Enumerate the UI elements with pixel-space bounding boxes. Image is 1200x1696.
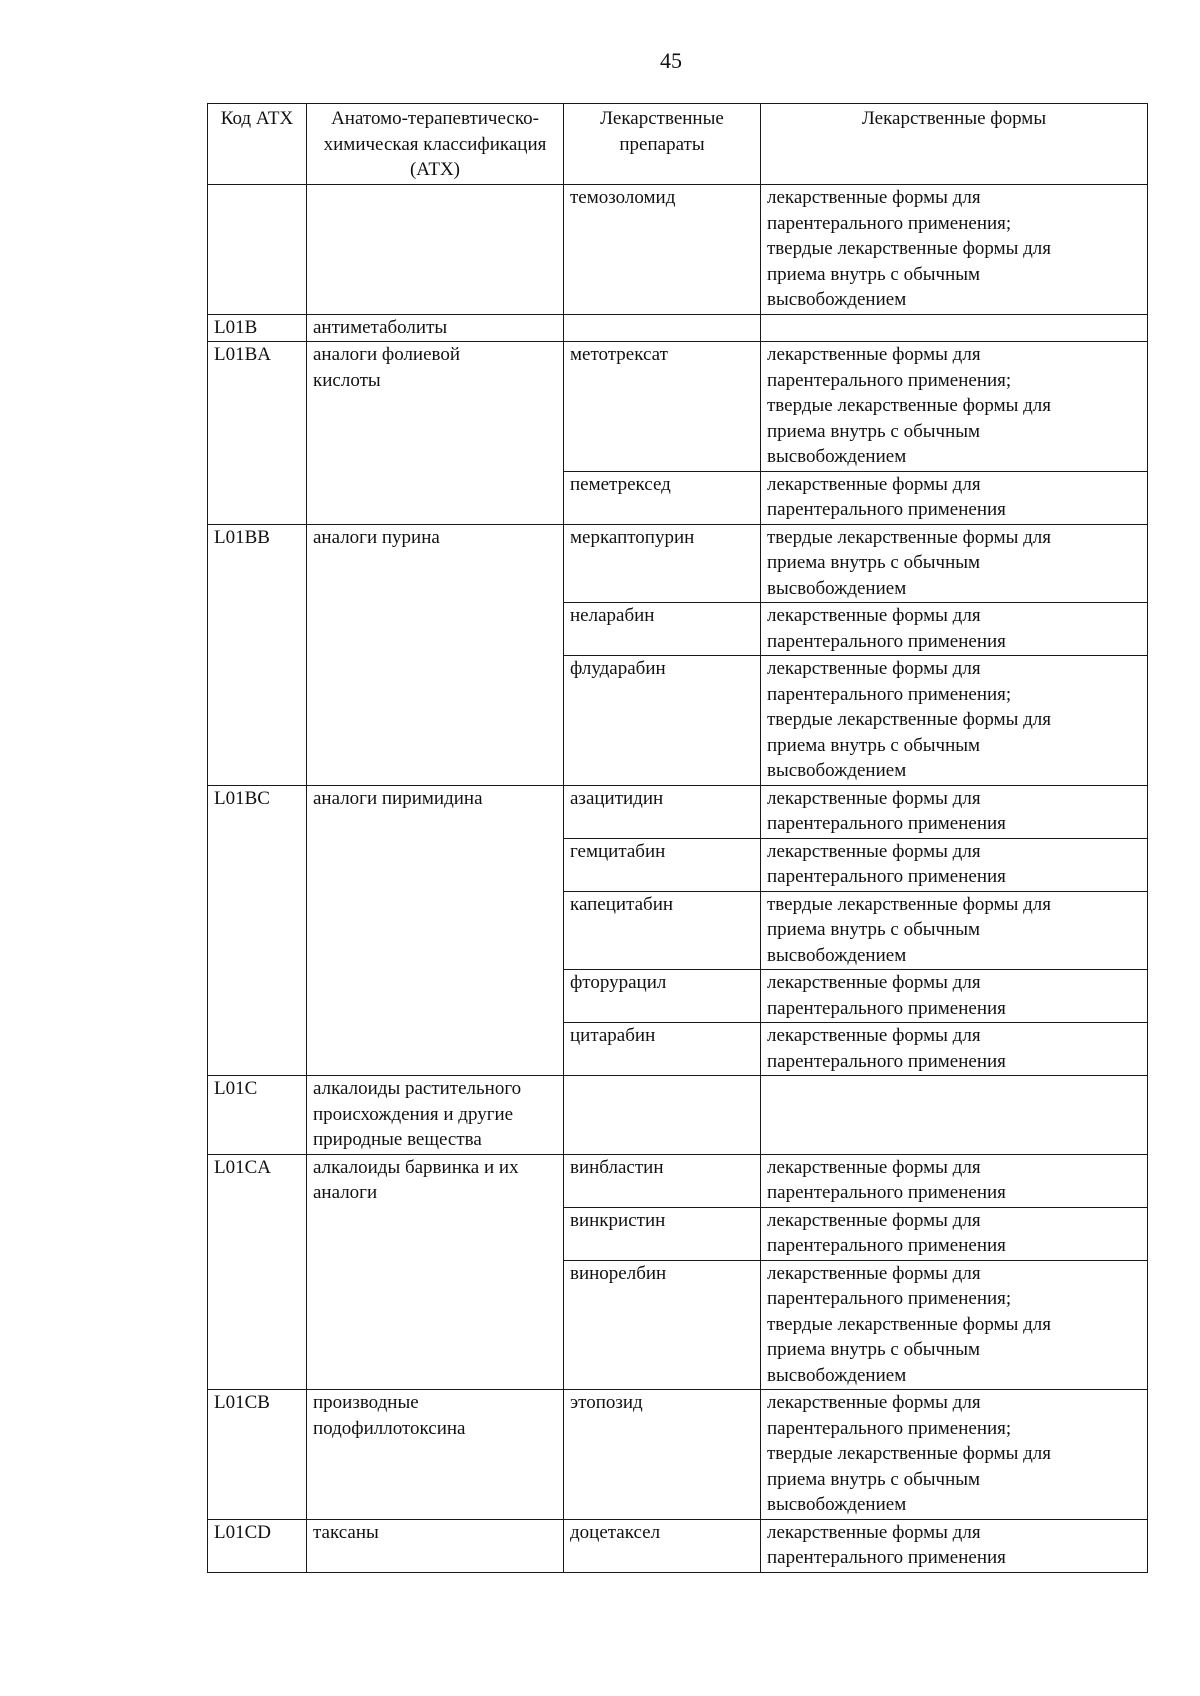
dosage-form-text: лекарственные формы для (767, 187, 981, 208)
atc-code: L01B (214, 316, 258, 338)
dosage-forms-cell (761, 1260, 1148, 1390)
dosage-form-text: парентерального применения; (767, 1417, 1012, 1439)
page-number: 45 (660, 48, 682, 73)
atc-classification-cell (307, 1076, 564, 1155)
dosage-forms-cell (761, 1519, 1148, 1572)
table-body (208, 185, 1148, 1573)
dosage-form-text: твердые лекарственные формы для (767, 709, 1052, 730)
header-text: Анатомо-терапевтическо- (331, 108, 539, 129)
drug-cell (564, 1519, 761, 1572)
drug-cell (564, 1207, 761, 1260)
atc-code: L01BB (214, 526, 270, 548)
drug-name: пеметрексед (570, 473, 671, 495)
dosage-form-text: парентерального применения (767, 1547, 1006, 1568)
atc-classification-text: аналоги пурина (313, 526, 440, 548)
drug-cell (564, 1154, 761, 1207)
dosage-form-text: лекарственные формы для (767, 1392, 981, 1413)
drug-name: фторурацил (570, 972, 667, 993)
dosage-form-text: парентерального применения; (767, 212, 1012, 234)
atc-table (207, 103, 1148, 1573)
table-row (208, 1154, 1148, 1207)
atc-code-cell (208, 1390, 307, 1520)
dosage-form-text: приема внутрь с обычным (767, 1339, 981, 1360)
drug-cell (564, 1390, 761, 1520)
drug-cell (564, 1023, 761, 1076)
atc-code: L01BA (214, 344, 271, 365)
dosage-form-text: парентерального применения; (767, 1288, 1012, 1309)
atc-classification-text: природные вещества (313, 1129, 482, 1150)
dosage-form-text: твердые лекарственные формы для (767, 395, 1052, 416)
atc-classification-text: аналоги пиримидина (313, 787, 483, 809)
dosage-form-text: высвобождением (767, 760, 907, 781)
dosage-forms-cell (761, 524, 1148, 603)
atc-classification-text: алкалоиды растительного (313, 1078, 522, 1099)
drug-name: капецитабин (570, 893, 674, 915)
dosage-forms-cell (761, 1023, 1148, 1076)
atc-code: L01CD (214, 1521, 271, 1543)
dosage-form-text: высвобождением (767, 446, 907, 467)
dosage-form-text: приема внутрь с обычным (767, 420, 981, 442)
header-atc-classification (307, 104, 564, 185)
dosage-form-text: парентерального применения (767, 997, 1006, 1019)
atc-classification-cell (307, 1519, 564, 1572)
dosage-form-text: парентерального применения (767, 813, 1006, 834)
dosage-form-text: парентерального применения (767, 499, 1006, 520)
drug-name: азацитидин (570, 787, 664, 809)
atc-classification-text: таксаны (313, 1521, 379, 1543)
drug-cell (564, 970, 761, 1023)
dosage-forms-cell (761, 1154, 1148, 1207)
drug-cell (564, 603, 761, 656)
drug-name: меркаптопурин (570, 526, 695, 548)
atc-classification-text: происхождения и другие (313, 1103, 514, 1125)
dosage-forms-cell (761, 1390, 1148, 1520)
atc-code-cell (208, 1519, 307, 1572)
atc-code-cell (208, 314, 307, 342)
header-text: препараты (619, 133, 705, 155)
dosage-form-text: приема внутрь с обычным (767, 1468, 981, 1490)
dosage-forms-cell (761, 185, 1148, 315)
table-row (208, 1076, 1148, 1155)
drug-name: флударабин (570, 658, 666, 679)
dosage-form-text: лекарственные формы для (767, 1025, 981, 1046)
header-text: Код (220, 108, 252, 129)
header-text: Лекарственные (600, 108, 724, 129)
drug-cell (564, 471, 761, 524)
dosage-form-text: приема внутрь с обычным (767, 734, 981, 756)
drug-name: винбластин (570, 1156, 664, 1178)
dosage-form-text: лекарственные формы для (767, 840, 981, 862)
dosage-forms-cell (761, 342, 1148, 472)
dosage-form-text: лекарственные формы для (767, 972, 981, 993)
drug-cell (564, 838, 761, 891)
drug-name: неларабин (570, 605, 655, 626)
atc-classification-text: подофиллотоксина (313, 1417, 466, 1439)
dosage-forms-cell (761, 891, 1148, 970)
table-row (208, 785, 1148, 838)
dosage-form-text: твердые лекарственные формы для (767, 1313, 1052, 1335)
dosage-form-text: лекарственные формы для (767, 1521, 981, 1543)
dosage-form-text: парентерального применения (767, 1050, 1006, 1072)
dosage-form-text: приема внутрь с обычным (767, 263, 981, 285)
dosage-form-text: приема внутрь с обычным (767, 919, 981, 940)
dosage-form-text: высвобождением (767, 1494, 907, 1515)
header-text: химическая (323, 133, 419, 155)
drug-cell (564, 1260, 761, 1390)
drug-cell (564, 342, 761, 472)
atc-classification-cell (307, 1154, 564, 1390)
dosage-form-text: лекарственные формы для (767, 344, 981, 365)
table-row (208, 185, 1148, 315)
drug-cell (564, 1076, 761, 1155)
dosage-form-text: парентерального применения; (767, 369, 1012, 391)
dosage-forms-cell (761, 471, 1148, 524)
dosage-form-text: лекарственные формы для (767, 605, 981, 626)
atc-code-cell (208, 785, 307, 1076)
atc-classification-cell (307, 1390, 564, 1520)
dosage-forms-cell (761, 970, 1148, 1023)
header-text: Лекарственные формы (861, 108, 1047, 129)
drug-name: метотрексат (570, 344, 668, 365)
atc-code-cell (208, 185, 307, 315)
dosage-form-text: лекарственные формы для (767, 1209, 981, 1231)
dosage-form-text: твердые лекарственные формы для (767, 238, 1052, 259)
atc-classification-cell (307, 314, 564, 342)
atc-classification-cell (307, 342, 564, 525)
table-row (208, 524, 1148, 603)
dosage-form-text: парентерального применения; (767, 683, 1012, 705)
drug-cell (564, 314, 761, 342)
dosage-form-text: твердые лекарственные формы для (767, 1443, 1052, 1464)
atc-classification-cell (307, 185, 564, 315)
atc-code: L01CA (214, 1156, 271, 1178)
dosage-forms-cell (761, 838, 1148, 891)
drug-cell (564, 891, 761, 970)
drug-cell (564, 785, 761, 838)
dosage-form-text: лекарственные формы для (767, 658, 981, 679)
dosage-forms-cell (761, 314, 1148, 342)
dosage-forms-cell (761, 785, 1148, 838)
drug-name: винорелбин (570, 1262, 667, 1284)
header-dosage-forms (761, 104, 1148, 185)
atc-classification-text: аналоги (313, 1182, 378, 1203)
drug-name: винкристин (570, 1209, 666, 1231)
drug-cell (564, 524, 761, 603)
dosage-form-text: твердые лекарственные формы для (767, 893, 1052, 915)
drug-name: этопозид (570, 1392, 643, 1413)
header-text: АТХ (255, 108, 294, 129)
atc-table-container (207, 103, 1147, 1573)
dosage-form-text: приема внутрь с обычным (767, 552, 981, 573)
dosage-form-text: твердые лекарственные формы для (767, 526, 1052, 548)
dosage-forms-cell (761, 656, 1148, 786)
drug-cell (564, 185, 761, 315)
atc-code: L01C (214, 1078, 258, 1099)
atc-code-cell (208, 342, 307, 525)
dosage-form-text: высвобождением (767, 944, 907, 966)
dosage-form-text: высвобождением (767, 577, 907, 599)
atc-code-cell (208, 1076, 307, 1155)
table-row (208, 1519, 1148, 1572)
table-row (208, 314, 1148, 342)
table-header-row (208, 104, 1148, 185)
drug-cell (564, 656, 761, 786)
drug-name: доцетаксел (570, 1521, 661, 1543)
atc-classification-cell (307, 785, 564, 1076)
atc-code: L01CB (214, 1392, 270, 1413)
dosage-form-text: высвобождением (767, 1364, 907, 1386)
dosage-form-text: лекарственные формы для (767, 787, 981, 809)
table-row (208, 342, 1148, 472)
dosage-form-text: парентерального применения (767, 866, 1006, 887)
drug-name: гемцитабин (570, 840, 666, 862)
atc-classification-cell (307, 524, 564, 785)
dosage-form-text: парентерального применения (767, 630, 1006, 652)
drug-name: цитарабин (570, 1025, 656, 1046)
header-text: классификация (АТХ) (409, 133, 547, 180)
atc-classification-text: кислоты (313, 369, 381, 391)
dosage-form-text: лекарственные формы для (767, 1262, 981, 1284)
dosage-form-text: лекарственные формы для (767, 1156, 981, 1178)
drug-name: темозоломид (570, 187, 676, 208)
atc-code-cell (208, 1154, 307, 1390)
dosage-form-text: парентерального применения (767, 1235, 1006, 1256)
atc-code: L01BC (214, 787, 270, 809)
atc-code-cell (208, 524, 307, 785)
table-row (208, 1390, 1148, 1520)
atc-classification-text: аналоги фолиевой (313, 344, 461, 365)
dosage-forms-cell (761, 1207, 1148, 1260)
atc-classification-text: алкалоиды барвинка и их (313, 1156, 519, 1178)
dosage-form-text: высвобождением (767, 289, 907, 310)
dosage-form-text: парентерального применения (767, 1182, 1006, 1203)
atc-classification-text: антиметаболиты (313, 316, 448, 338)
dosage-forms-cell (761, 1076, 1148, 1155)
dosage-form-text: лекарственные формы для (767, 473, 981, 495)
header-drugs (564, 104, 761, 185)
header-atc-code (208, 104, 307, 185)
dosage-forms-cell (761, 603, 1148, 656)
atc-classification-text: производные (313, 1392, 419, 1413)
